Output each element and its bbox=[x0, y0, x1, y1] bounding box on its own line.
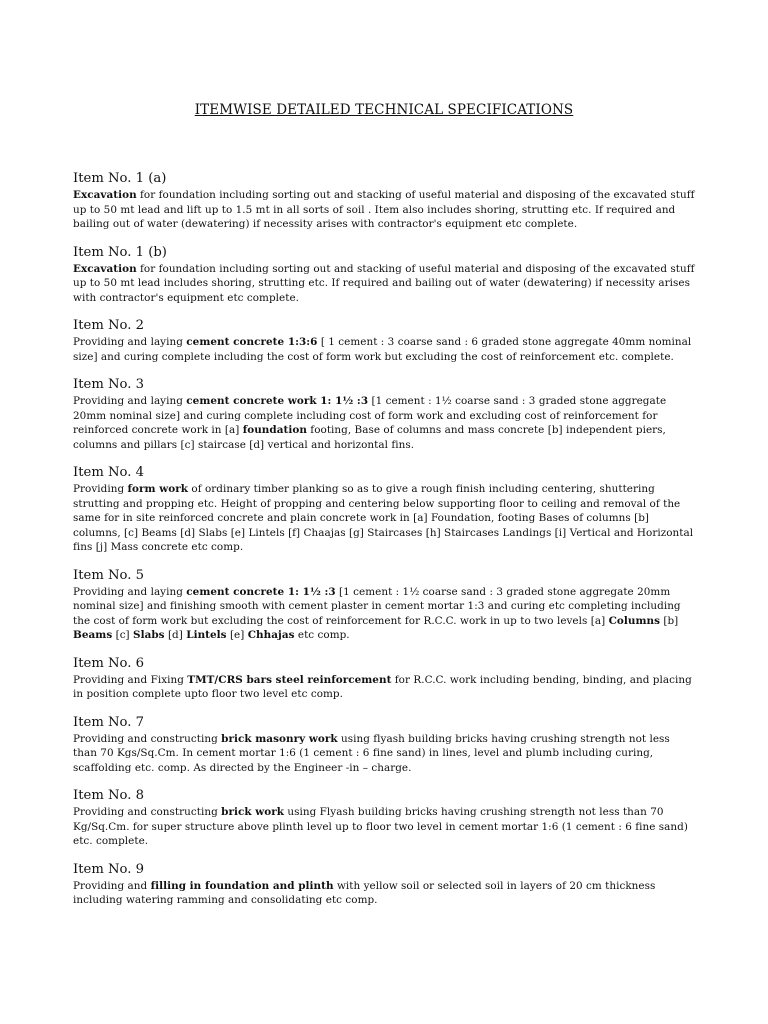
description-text: for foundation including sorting out and stacking of useful material and disposing of the excavated stuff up to 50 mt lead includes shoring, strutting etc. If required and bailing out of water (dewatering) if necessity arises with contractor's equipment etc complete. bbox=[73, 262, 695, 304]
description-text: Providing and constructing bbox=[73, 806, 222, 818]
item-description bbox=[73, 335, 697, 364]
specification-item bbox=[73, 245, 697, 306]
bold-term: Columns bbox=[608, 614, 661, 627]
bold-term: Lintels bbox=[186, 629, 227, 641]
item-heading: Item No. 6 bbox=[73, 655, 145, 671]
specification-item bbox=[73, 377, 697, 452]
item-heading: Item No. 8 bbox=[73, 788, 145, 803]
bold-term: TMT/CRS bars steel reinforcement bbox=[187, 673, 392, 686]
description-text: of ordinary timber planking so as to give a rough finish including centering, shuttering strutting and propping etc. Height of propping and centering below supporting floor to ceiling and removal of the same for in site reinforced concrete and plain concrete work in [a] Foundation, footing Bases of columns [b] columns, [c] Beams [d] Slabs [e] Lintels [f] Chaajas [g] Staircases [h] Staircases Landings [i] Vertical and Horizontal fins [j] Mass concrete etc comp. bbox=[73, 483, 694, 553]
item-description bbox=[73, 732, 697, 776]
description-text: etc comp. bbox=[294, 629, 350, 641]
description-text: [c] bbox=[112, 629, 134, 641]
description-text: [1 cement : 1½ coarse sand : 3 graded stone aggregate 20mm nominal size] and finishing smooth with cement plaster in cement mortar 1:3 and curing etc completing including the cost of form work but excluding the cost of reinforcement for R.C.C. work in up to two levels [a] bbox=[73, 585, 681, 627]
item-description bbox=[73, 879, 697, 908]
description-text: [e] bbox=[226, 629, 248, 641]
bold-term: cement concrete 1:3:6 bbox=[186, 336, 318, 348]
bold-term: Beams bbox=[73, 629, 113, 641]
description-text: [d] bbox=[164, 629, 187, 641]
item-heading: Item No. 5 bbox=[73, 567, 145, 583]
bold-term: form work bbox=[127, 483, 189, 495]
specification-item bbox=[73, 788, 697, 849]
bold-term: Excavation bbox=[73, 189, 137, 201]
item-description bbox=[73, 673, 697, 702]
item-heading: Item No. 1 (a) bbox=[73, 171, 167, 186]
specification-item bbox=[73, 862, 697, 908]
description-text: Providing and constructing bbox=[73, 732, 222, 745]
item-description bbox=[73, 188, 697, 232]
description-text: [1 cement : 1½ coarse sand : 3 graded stone aggregate 20mm nominal size] and curing complete including cost of form work and excluding cost of reinforcement for reinforced concrete work in [a] bbox=[73, 395, 667, 436]
bold-term: foundation bbox=[242, 424, 307, 436]
bold-term: cement concrete 1: 1½ :3 bbox=[186, 585, 336, 598]
description-text: footing, Base of columns and mass concrete [b] independent piers, columns and pillars [c] staircase [d] vertical and horizontal fins. bbox=[73, 424, 666, 451]
bold-term: brick work bbox=[221, 806, 285, 818]
bold-term: Slabs bbox=[133, 629, 165, 641]
item-heading: Item No. 1 (b) bbox=[73, 244, 167, 260]
specification-item bbox=[73, 715, 697, 776]
description-text: Providing and laying bbox=[73, 395, 187, 407]
description-text: Providing and Fixing bbox=[73, 673, 188, 686]
description-text: [ 1 cement : 3 coarse sand : 6 graded stone aggregate 40mm nominal size] and curing complete including the cost of form work but excluding the cost of reinforcement etc. complete. bbox=[73, 336, 692, 363]
description-text: for foundation including sorting out and stacking of useful material and disposing of the excavated stuff up to 50 mt lead and lift up to 1.5 mt in all sorts of soil . Item also includes shoring, strutting etc. If required and bailing out of water (dewatering) if necessity arises with contractor's equipment etc complete. bbox=[73, 189, 695, 230]
item-heading: Item No. 4 bbox=[73, 465, 145, 480]
description-text: for R.C.C. work including bending, binding, and placing in position complete upto floor two level etc comp. bbox=[73, 673, 692, 700]
description-text: [b] bbox=[660, 614, 679, 627]
bold-term: Excavation bbox=[73, 262, 137, 275]
specification-items bbox=[73, 171, 697, 921]
item-heading: Item No. 7 bbox=[73, 714, 145, 730]
specification-item bbox=[73, 656, 697, 702]
specification-item bbox=[73, 318, 697, 364]
item-heading: Item No. 3 bbox=[73, 377, 145, 392]
specification-item bbox=[73, 568, 697, 643]
description-text: using flyash building bricks having crushing strength not less than 70 Kgs/Sq.Cm. In cement mortar 1:6 (1 cement : 6 fine sand) in lines, level and plumb including curing, scaffolding etc. comp. As directed by the Engineer -in – charge. bbox=[73, 732, 670, 774]
item-description bbox=[73, 482, 697, 555]
description-text: Providing and bbox=[73, 879, 151, 892]
description-text: Providing and laying bbox=[73, 585, 187, 598]
item-description bbox=[73, 805, 697, 849]
bold-term: Chhajas bbox=[247, 629, 295, 641]
specification-item bbox=[73, 465, 697, 555]
document-title: ITEMWISE DETAILED TECHNICAL SPECIFICATIONS bbox=[194, 102, 574, 118]
item-description bbox=[73, 394, 697, 452]
specification-item bbox=[73, 171, 697, 232]
description-text: with yellow soil or selected soil in layers of 20 cm thickness including watering ramming and consolidating etc comp. bbox=[73, 879, 656, 906]
bold-term: filling in foundation and plinth bbox=[150, 879, 334, 892]
item-description bbox=[73, 585, 697, 643]
description-text: using Flyash building bricks having crushing strength not less than 70 Kg/Sq.Cm. for super structure above plinth level up to floor two level in cement mortar 1:6 (1 cement : 6 fine sand) etc. complete. bbox=[73, 806, 688, 847]
bold-term: brick masonry work bbox=[221, 732, 338, 745]
item-heading: Item No. 9 bbox=[73, 861, 145, 877]
item-description bbox=[73, 262, 697, 306]
description-text: Providing bbox=[73, 483, 128, 495]
bold-term: cement concrete work 1: 1½ :3 bbox=[186, 395, 369, 407]
item-heading: Item No. 2 bbox=[73, 318, 145, 333]
description-text: Providing and laying bbox=[73, 336, 187, 348]
